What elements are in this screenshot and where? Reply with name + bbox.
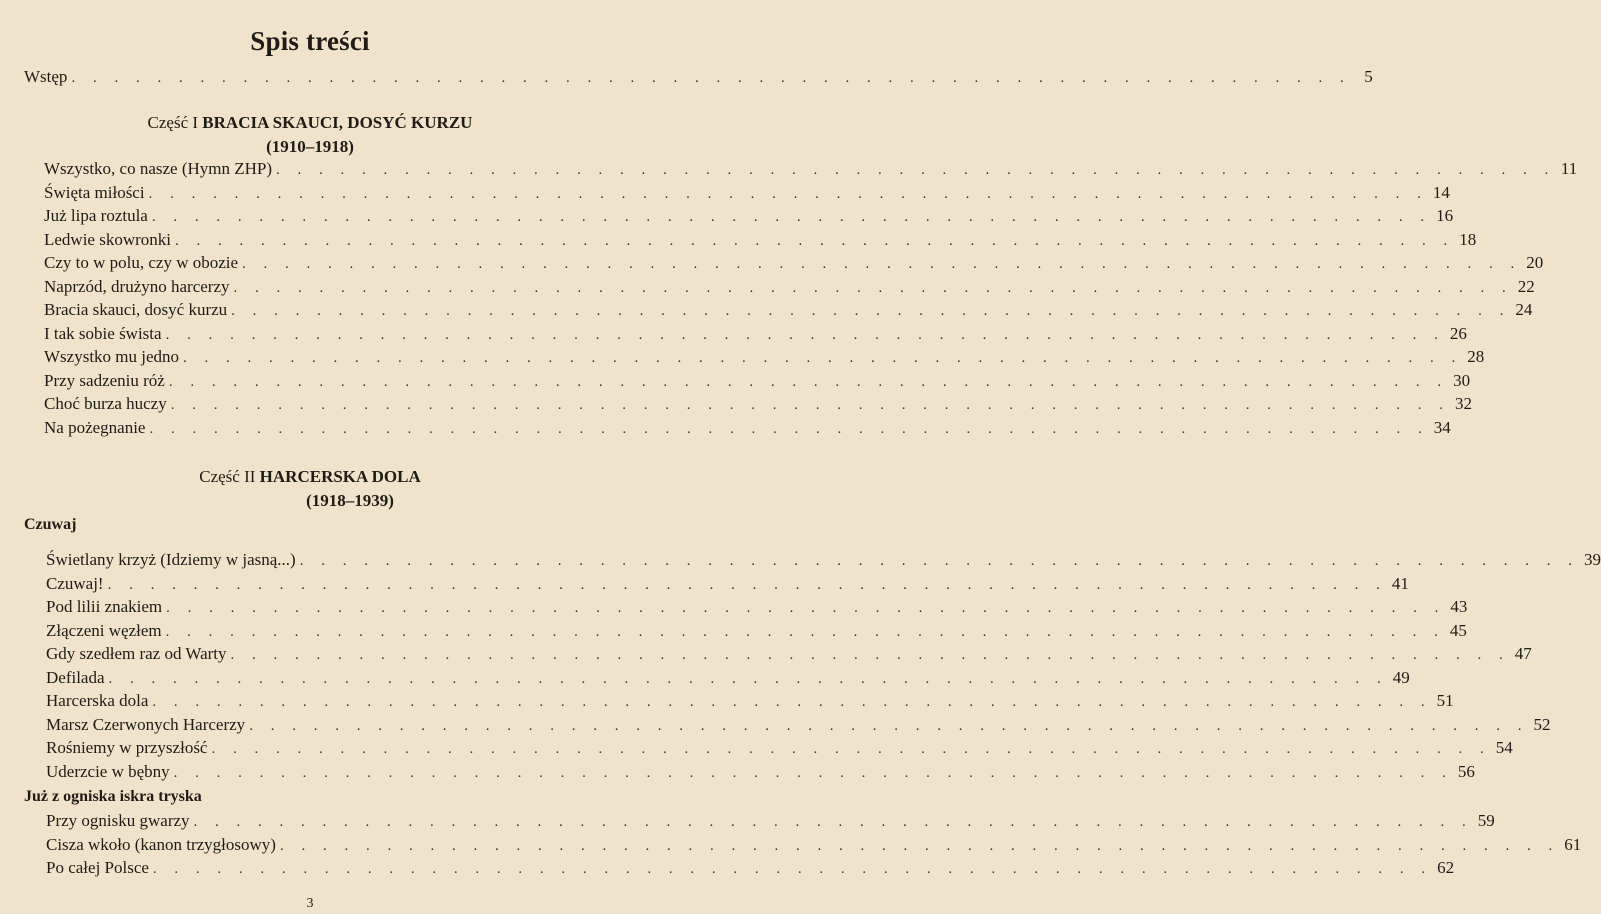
leader-dots: . . . . . . . . . . . . . . . . . . . . . . . . . . . . . . . . . . . . . . . . . . . . . . . . . . . . . . . . . . . . xyxy=(71,70,1351,86)
toc-entry xyxy=(44,205,1454,227)
toc-entry-label: Defilada xyxy=(46,667,105,687)
toc-entry-label: Naprzód, drużyno harcerzy xyxy=(44,276,230,296)
toc-entry-page: 22 xyxy=(1517,276,1535,296)
toc-entry-page: 30 xyxy=(1453,370,1471,390)
leader-dots: . . . . . . . . . . . . . . . . . . . . . . . . . . . . . . . . . . . . . . . . . . . . . . . . . . . . . . . . . . . . xyxy=(148,185,1428,202)
toc-entry-label: Przy ognisku gwarzy xyxy=(46,811,190,830)
toc-entry xyxy=(46,810,1495,832)
toc-entry-label: Pod lilii znakiem xyxy=(46,597,163,616)
toc-entry xyxy=(44,158,1578,180)
toc-entry xyxy=(44,182,1450,204)
toc-entry-label: I tak sobie śwista xyxy=(44,323,162,343)
toc-entry-page: 41 xyxy=(1391,573,1409,593)
part2-label: Część II xyxy=(199,467,256,486)
leader-dots: . . . . . . . . . . . . . . . . . . . . . . . . . . . . . . . . . . . . . . . . . . . . . . . . . . . . . . . . . . . . xyxy=(193,814,1473,830)
page-number: 3 xyxy=(306,896,314,911)
toc-entry-page: 32 xyxy=(1454,394,1472,413)
leader-dots: . . . . . . . . . . . . . . . . . . . . . . . . . . . . . . . . . . . . . . . . . . . . . . . . . . . . . . . . . . . . xyxy=(152,861,1433,877)
toc-entry xyxy=(46,761,1475,783)
toc-entry-label: Wszystko mu jedno xyxy=(44,347,180,366)
leader-dots: . . . . . . . . . . . . . . . . . . . . . . . . . . . . . . . . . . . . . . . . . . . . . . . . . . . . . . . . . . . . xyxy=(242,256,1522,272)
toc-entry-label: Święta miłości xyxy=(44,182,145,202)
toc-entry-page: 5 xyxy=(1364,67,1373,86)
toc-entry-page: 45 xyxy=(1449,620,1467,640)
toc-entry-label: Przy sadzeniu róż xyxy=(44,370,165,390)
leader-dots: . . . . . . . . . . . . . . . . . . . . . . . . . . . . . . . . . . . . . . . . . . . . . . . . . . . . . . . . . . . . xyxy=(170,397,1450,413)
toc-entry-label: Choć burza huczy xyxy=(44,394,167,413)
toc-entry xyxy=(46,714,1551,736)
toc-entry-page: 47 xyxy=(1514,644,1532,663)
toc-entry-page: 11 xyxy=(1560,159,1578,178)
leader-dots: . . . . . . . . . . . . . . . . . . . . . . . . . . . . . . . . . . . . . . . . . . . . . . . . . . . . . . . . . . . . xyxy=(183,350,1463,366)
toc-entry-label: Złączeni węzłem xyxy=(46,620,162,640)
leader-dots: . . . . . . . . . . . . . . . . . . . . . . . . . . . . . . . . . . . . . . . . . . . . . . . . . . . . . . . . . . . . xyxy=(107,576,1387,593)
toc-entry xyxy=(44,346,1485,368)
section-title-ognisko: Już z ogniska iskra tryska xyxy=(24,788,202,805)
toc-entry-label: Wstęp xyxy=(24,67,68,86)
toc-entry-label: Na pożegnanie xyxy=(44,417,146,437)
toc-entry xyxy=(44,323,1467,345)
toc-entry xyxy=(44,229,1477,251)
toc-entry xyxy=(46,620,1467,642)
leader-dots: . . . . . . . . . . . . . . . . . . . . . . . . . . . . . . . . . . . . . . . . . . . . . . . . . . . . . . . . . . . . xyxy=(175,232,1455,249)
toc-entry-label: Już lipa roztula xyxy=(44,206,148,225)
toc-entry-page: 18 xyxy=(1459,229,1477,249)
toc-entry xyxy=(46,834,1582,856)
toc-entry xyxy=(46,573,1409,595)
toc-entry-page: 43 xyxy=(1450,597,1468,616)
toc-entry-page: 49 xyxy=(1392,667,1410,687)
leader-dots: . . . . . . . . . . . . . . . . . . . . . . . . . . . . . . . . . . . . . . . . . . . . . . . . . . . . . . . . . . . . xyxy=(211,741,1491,757)
toc-entry-label: Wszystko, co nasze (Hymn ZHP) xyxy=(44,159,273,178)
leader-dots: . . . . . . . . . . . . . . . . . . . . . . . . . . . . . . . . . . . . . . . . . . . . . . . . . . . . . . . . . . . . xyxy=(230,647,1510,663)
toc-entry-page: 39 xyxy=(1583,550,1601,569)
leader-dots: . . . . . . . . . . . . . . . . . . . . . . . . . . . . . . . . . . . . . . . . . . . . . . . . . . . . . . . . . . . . xyxy=(165,326,1445,343)
toc-entry xyxy=(46,690,1454,712)
toc-entry-label: Czy to w polu, czy w obozie xyxy=(44,253,239,272)
part1-heading xyxy=(0,112,620,134)
page-title: Spis treści xyxy=(250,26,370,56)
leader-dots: . . . . . . . . . . . . . . . . . . . . . . . . . . . . . . . . . . . . . . . . . . . . . . . . . . . . . . . . . . . . xyxy=(151,209,1432,225)
leader-dots: . . . . . . . . . . . . . . . . . . . . . . . . . . . . . . . . . . . . . . . . . . . . . . . . . . . . . . . . . . . . xyxy=(249,717,1529,734)
toc-entry xyxy=(46,667,1410,689)
toc-entry-label: Świetlany krzyż (Idziemy w jasną...) xyxy=(46,550,296,569)
toc-entry-label: Gdy szedłem raz od Warty xyxy=(46,644,227,663)
toc-entry-label: Rośniemy w przyszłość xyxy=(46,738,208,757)
part2-heading xyxy=(0,466,620,488)
toc-entry-page: 34 xyxy=(1433,417,1451,437)
toc-entry-label: Ledwie skowronki xyxy=(44,229,172,249)
toc-entry xyxy=(44,417,1451,439)
leader-dots: . . . . . . . . . . . . . . . . . . . . . . . . . . . . . . . . . . . . . . . . . . . . . . . . . . . . . . . . . . . . xyxy=(299,553,1579,569)
leader-dots: . . . . . . . . . . . . . . . . . . . . . . . . . . . . . . . . . . . . . . . . . . . . . . . . . . . . . . . . . . . . xyxy=(173,764,1453,781)
leader-dots: . . . . . . . . . . . . . . . . . . . . . . . . . . . . . . . . . . . . . . . . . . . . . . . . . . . . . . . . . . . . xyxy=(279,837,1560,854)
toc-entry-label: Uderzcie w bębny xyxy=(46,761,170,781)
leader-dots: . . . . . . . . . . . . . . . . . . . . . . . . . . . . . . . . . . . . . . . . . . . . . . . . . . . . . . . . . . . . xyxy=(165,623,1445,640)
toc-entry-page: 61 xyxy=(1564,834,1582,854)
toc-entry-page: 51 xyxy=(1436,691,1454,710)
toc-entry-page: 14 xyxy=(1432,182,1450,202)
toc-entry-label: Cisza wkoło (kanon trzygłosowy) xyxy=(46,834,276,854)
toc-entry-page: 26 xyxy=(1449,323,1467,343)
toc-entry-page: 20 xyxy=(1526,253,1544,272)
part1-label: Część I xyxy=(147,113,199,132)
part2-name: HARCERSKA DOLA xyxy=(259,467,421,486)
toc-entry-intro xyxy=(24,66,1373,88)
section-title-czuwaj: Czuwaj xyxy=(24,516,77,533)
toc-entry xyxy=(46,643,1532,665)
toc-entry-page: 54 xyxy=(1495,738,1513,757)
toc-entry-page: 28 xyxy=(1467,347,1485,366)
toc-entry-label: Czuwaj! xyxy=(46,573,104,593)
toc-entry-page: 52 xyxy=(1533,714,1551,734)
toc-entry xyxy=(46,737,1513,759)
leader-dots: . . . . . . . . . . . . . . . . . . . . . . . . . . . . . . . . . . . . . . . . . . . . . . . . . . . . . . . . . . . . xyxy=(168,373,1449,390)
toc-entry xyxy=(44,370,1471,392)
toc-entry xyxy=(44,393,1472,415)
leader-dots: . . . . . . . . . . . . . . . . . . . . . . . . . . . . . . . . . . . . . . . . . . . . . . . . . . . . . . . . . . . . xyxy=(166,600,1446,616)
toc-entry xyxy=(44,252,1544,274)
leader-dots: . . . . . . . . . . . . . . . . . . . . . . . . . . . . . . . . . . . . . . . . . . . . . . . . . . . . . . . . . . . . xyxy=(231,303,1511,319)
toc-entry-page: 56 xyxy=(1457,761,1475,781)
toc-entry-page: 24 xyxy=(1515,300,1533,319)
toc-entry xyxy=(46,857,1455,879)
toc-entry-page: 62 xyxy=(1437,858,1455,877)
toc-entry-label: Marsz Czerwonych Harcerzy xyxy=(46,714,246,734)
leader-dots: . . . . . . . . . . . . . . . . . . . . . . . . . . . . . . . . . . . . . . . . . . . . . . . . . . . . . . . . . . . . xyxy=(108,670,1388,687)
toc-entry xyxy=(46,549,1601,571)
toc-entry xyxy=(44,276,1535,298)
toc-entry-page: 16 xyxy=(1436,206,1454,225)
toc-entry-label: Bracia skauci, dosyć kurzu xyxy=(44,300,228,319)
part1-years: (1910–1918) xyxy=(266,137,354,156)
leader-dots: . . . . . . . . . . . . . . . . . . . . . . . . . . . . . . . . . . . . . . . . . . . . . . . . . . . . . . . . . . . . xyxy=(233,279,1513,296)
toc-entry-label: Harcerska dola xyxy=(46,691,149,710)
part2-years: (1918–1939) xyxy=(306,491,394,510)
part1-name: BRACIA SKAUCI, DOSYĆ KURZU xyxy=(202,113,473,132)
leader-dots: . . . . . . . . . . . . . . . . . . . . . . . . . . . . . . . . . . . . . . . . . . . . . . . . . . . . . . . . . . . . xyxy=(152,694,1432,710)
leader-dots: . . . . . . . . . . . . . . . . . . . . . . . . . . . . . . . . . . . . . . . . . . . . . . . . . . . . . . . . . . . . xyxy=(276,162,1556,178)
toc-entry xyxy=(46,596,1468,618)
leader-dots: . . . . . . . . . . . . . . . . . . . . . . . . . . . . . . . . . . . . . . . . . . . . . . . . . . . . . . . . . . . . xyxy=(149,420,1429,437)
toc-entry-page: 59 xyxy=(1477,811,1495,830)
toc-entry xyxy=(44,299,1533,321)
toc-entry-label: Po całej Polsce xyxy=(46,858,149,877)
